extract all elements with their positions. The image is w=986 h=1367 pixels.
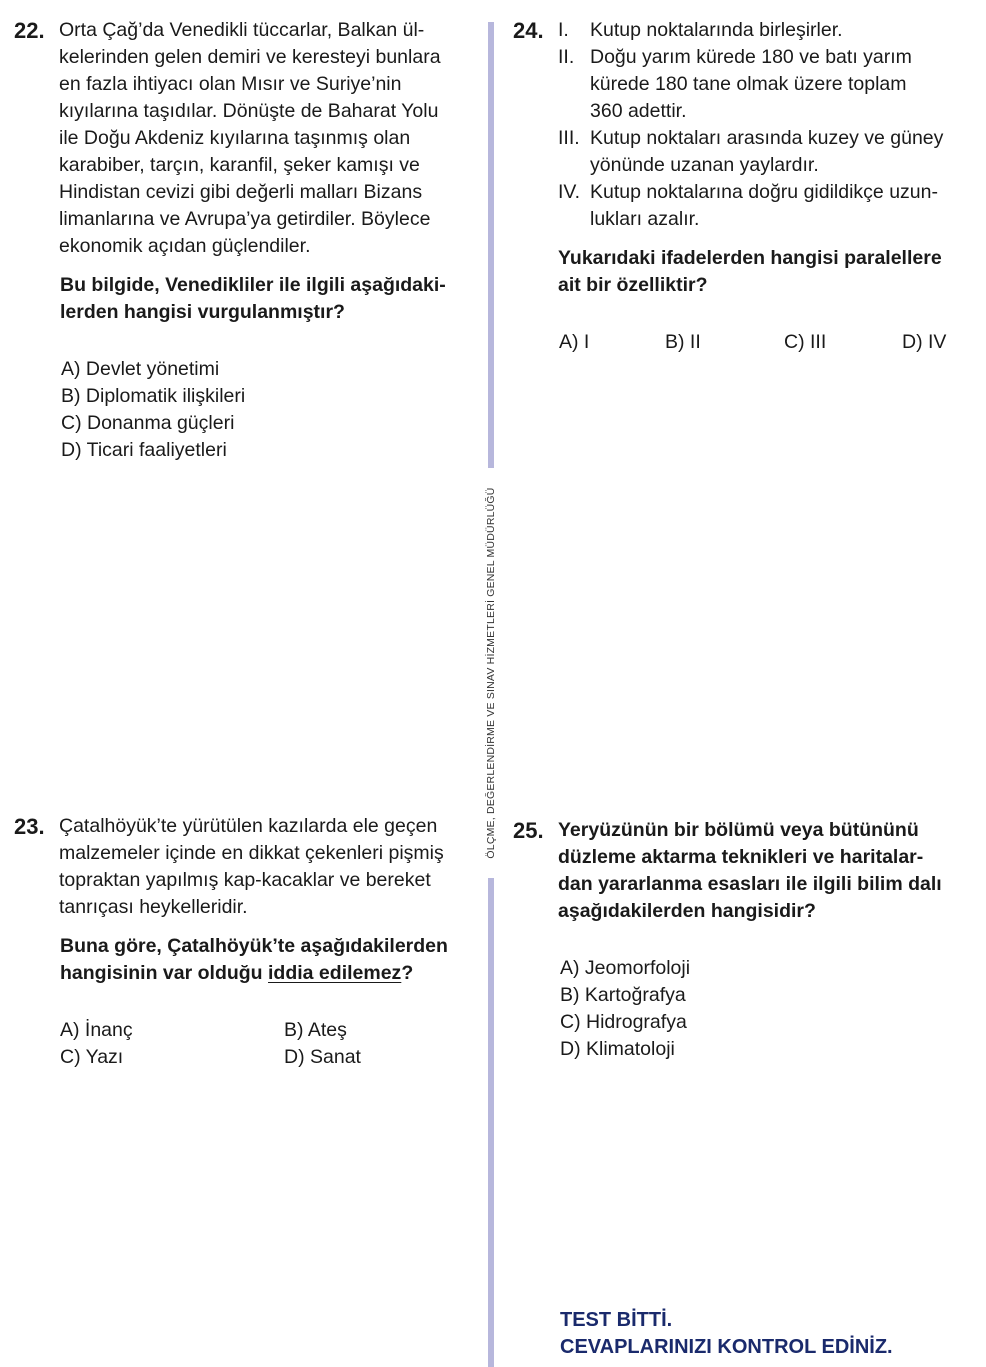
passage-line: en fazla ihtiyacı olan Mısır ve Suriye’nin <box>59 73 402 95</box>
passage-line: kelerinden gelen demiri ve keresteyi bunlara <box>59 46 441 68</box>
option-b[interactable]: B) Ateş <box>284 1019 347 1041</box>
question-stem: düzleme aktarma teknikleri ve haritalar- <box>558 846 924 868</box>
test-end-line: TEST BİTTİ. <box>560 1309 673 1331</box>
passage-line: ekonomik açıdan güçlendiler. <box>59 235 311 257</box>
statement-roman: II. <box>558 46 575 68</box>
statement-line: Doğu yarım kürede 180 ve batı yarım <box>590 46 912 68</box>
question-stem: Buna göre, Çatalhöyük’te aşağıdakilerden <box>60 935 448 957</box>
question-stem <box>60 960 413 987</box>
passage-line: topraktan yapılmış kap-kacaklar ve bereket <box>59 869 431 891</box>
option-a[interactable]: A) İnanç <box>60 1019 133 1041</box>
question-stem: Bu bilgide, Venedikliler ile ilgili aşağıdaki- <box>60 274 446 296</box>
option-a[interactable]: A) I <box>559 331 590 353</box>
check-answers-line: CEVAPLARINIZI KONTROL EDİNİZ. <box>560 1336 893 1358</box>
question-number: 24. <box>513 18 544 43</box>
option-a[interactable]: A) Jeomorfoloji <box>560 957 691 979</box>
statement-line: 360 adettir. <box>590 100 687 122</box>
option-d[interactable]: D) Ticari faaliyetleri <box>61 439 227 461</box>
passage-line: malzemeler içinde en dikkat çekenleri pişmiş <box>59 842 444 864</box>
option-b[interactable]: B) II <box>665 331 701 353</box>
option-b[interactable]: B) Kartoğrafya <box>560 984 686 1006</box>
statement-roman: III. <box>558 127 580 149</box>
option-c[interactable]: C) Yazı <box>60 1046 124 1068</box>
passage-line: Hindistan cevizi gibi değerli malları Bizans <box>59 181 423 203</box>
passage-line: Çatalhöyük’te yürütülen kazılarda ele geçen <box>59 815 438 837</box>
question-stem: dan yararlanma esasları ile ilgili bilim dalı <box>558 873 942 895</box>
passage-line: Orta Çağ’da Venedikli tüccarlar, Balkan ül- <box>59 19 425 41</box>
institution-side-label: ÖLÇME, DEĞERLENDİRME VE SINAV HİZMETLERİ GENEL MÜDÜRLÜĞÜ <box>485 487 497 859</box>
question-number: 22. <box>14 18 45 43</box>
statement-roman: IV. <box>558 181 581 203</box>
option-d[interactable]: D) IV <box>902 331 947 353</box>
option-b[interactable]: B) Diplomatik ilişkileri <box>61 385 246 407</box>
question-stem: aşağıdakilerden hangisidir? <box>558 900 816 922</box>
option-c[interactable]: C) III <box>784 331 827 353</box>
stem-text: ? <box>401 962 414 984</box>
option-c[interactable]: C) Donanma güçleri <box>61 412 235 434</box>
option-a[interactable]: A) Devlet yönetimi <box>61 358 220 380</box>
question-stem: Yukarıdaki ifadelerden hangisi paralellere <box>558 247 942 269</box>
statement-line: yönünde uzanan yaylardır. <box>590 154 819 176</box>
question-stem: ait bir özelliktir? <box>558 274 708 296</box>
statement-roman: I. <box>558 19 569 41</box>
stem-text: hangisinin var olduğu <box>60 962 269 984</box>
question-number: 23. <box>14 814 45 839</box>
question-stem: lerden hangisi vurgulanmıştır? <box>60 301 345 323</box>
option-d[interactable]: D) Klimatoloji <box>560 1038 675 1060</box>
passage-line: ile Doğu Akdeniz kıyılarına taşınmış olan <box>59 127 411 149</box>
option-c[interactable]: C) Hidrografya <box>560 1011 687 1033</box>
passage-line: limanlarına ve Avrupa’ya getirdiler. Böylece <box>59 208 431 230</box>
option-d[interactable]: D) Sanat <box>284 1046 361 1068</box>
question-stem: Yeryüzünün bir bölümü veya bütününü <box>558 819 919 841</box>
question-number: 25. <box>513 818 544 843</box>
stem-emphasis: iddia edilemez <box>268 962 402 984</box>
passage-line: kıyılarına taşıdılar. Dönüşte de Baharat Yolu <box>59 100 439 122</box>
statement-line: Kutup noktalarına doğru gidildikçe uzun- <box>590 181 938 203</box>
statement-line: Kutup noktaları arasında kuzey ve güney <box>590 127 944 149</box>
statement-line: lukları azalır. <box>590 208 700 230</box>
statement-line: Kutup noktalarında birleşirler. <box>590 19 843 41</box>
passage-line: karabiber, tarçın, karanfil, şeker kamışı ve <box>59 154 420 176</box>
statement-line: kürede 180 tane olmak üzere toplam <box>590 73 907 95</box>
passage-line: tanrıçası heykelleridir. <box>59 896 248 918</box>
